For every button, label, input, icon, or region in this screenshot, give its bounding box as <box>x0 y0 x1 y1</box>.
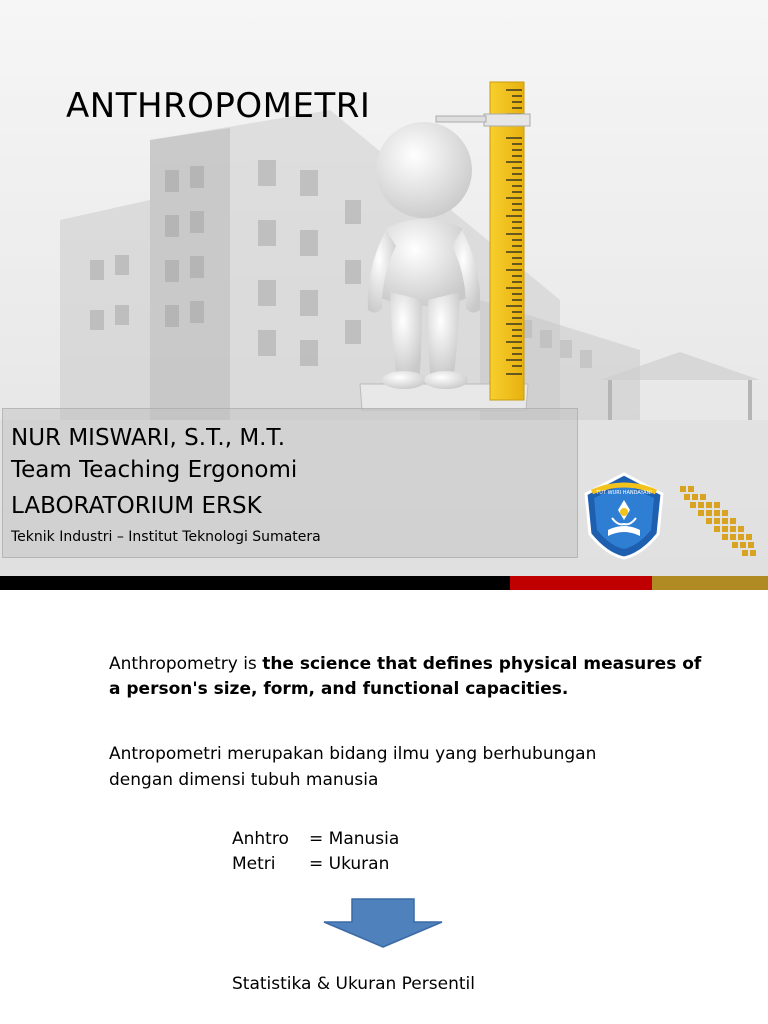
down-arrow-icon <box>322 898 444 948</box>
stripe-red <box>510 576 652 590</box>
etymology-row-metri <box>232 852 399 877</box>
etymology-list <box>232 827 399 877</box>
logo-motto: TUT WURI HANDAYANI <box>596 490 652 496</box>
definition-english-lead: Anthropometry is <box>109 654 263 674</box>
etymology-row-anthro <box>232 827 399 852</box>
definition-english-bold: the science that defines physical measures of a person's size, form, and functional capacities. <box>109 654 702 699</box>
etymology-term: Anhtro <box>232 829 289 849</box>
stripe-gold <box>652 576 768 590</box>
tut-wuri-handayani-logo-icon <box>578 470 670 562</box>
etymology-meaning: = Ukuran <box>309 854 390 874</box>
figure-measuring-icon <box>356 78 536 414</box>
lab-name: LABORATORIUM ERSK <box>11 493 262 519</box>
slide-title: ANTHROPOMETRI <box>66 86 371 126</box>
team-name: Team Teaching Ergonomi <box>11 457 298 483</box>
author-name: NUR MISWARI, S.T., M.T. <box>11 425 286 451</box>
presenter-info-box <box>2 408 578 558</box>
etymology-meaning: = Manusia <box>309 829 400 849</box>
institution-name: Teknik Industri – Institut Teknologi Sumatera <box>11 529 321 545</box>
conclusion-text: Statistika & Ukuran Persentil <box>232 974 475 994</box>
etymology-term: Metri <box>232 854 276 874</box>
definition-indonesian: Antropometri merupakan bidang ilmu yang berhubungan dengan dimensi tubuh manusia <box>109 744 597 790</box>
dot-pattern-icon <box>676 482 764 562</box>
definition-english <box>109 652 709 702</box>
stripe-black <box>0 576 510 590</box>
